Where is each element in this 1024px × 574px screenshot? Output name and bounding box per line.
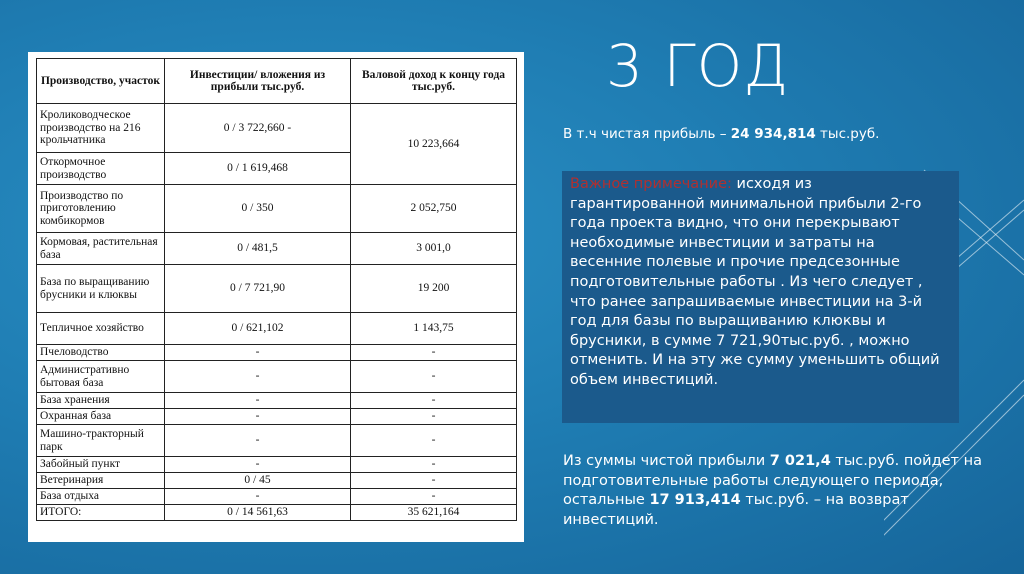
row-investment: 0 / 481,5 — [165, 233, 351, 265]
row-investment: - — [165, 425, 351, 457]
row-investment: 0 / 7 721,90 — [165, 265, 351, 313]
row-income: - — [351, 489, 517, 505]
table-row — [37, 313, 517, 345]
profit-prefix: В т.ч чистая прибыль – — [563, 126, 731, 142]
table-row — [37, 345, 517, 361]
note-highlight: Важное примечание: — [570, 176, 732, 192]
row-income: - — [351, 393, 517, 409]
row-income: - — [351, 457, 517, 473]
row-name: Откормочное производство — [37, 153, 165, 185]
table-header-row — [37, 59, 517, 104]
table-row — [37, 233, 517, 265]
profit-distribution-text — [563, 452, 983, 530]
row-name: База хранения — [37, 393, 165, 409]
row-investment: 0 / 350 — [165, 185, 351, 233]
note-text: исходя из гарантированной минимальной прибыли 2-го года проекта видно, что они перекрывают необходимые инвестиции и затраты на весенние полевые и прочие предсезонные подготовительные работы . Из чего следует , что ранее запрашиваемые инвестиции на 3-й год для базы по выращиванию клюквы и брусники, в сумме 7 721,90тыс.руб. , можно отменить. И на эту же сумму уменьшить общий объем инвестиций. — [570, 176, 940, 388]
investment-table — [36, 58, 517, 521]
row-name: Ветеринария — [37, 473, 165, 489]
row-income: - — [351, 361, 517, 393]
header-income: Валовой доход к концу года тыс.руб. — [351, 59, 517, 104]
row-name: Производство по приготовлению комбикормов — [37, 185, 165, 233]
row-name: Кролиководческое производство на 216 крольчатника — [37, 104, 165, 153]
investment-table-panel — [28, 52, 524, 542]
row-investment: - — [165, 489, 351, 505]
slide-title: 3 ГОД — [606, 32, 790, 100]
table-row — [37, 393, 517, 409]
row-income: 3 001,0 — [351, 233, 517, 265]
header-production: Производство, участок — [37, 59, 165, 104]
profit-suffix: тыс.руб. — [815, 126, 880, 142]
row-income: 2 052,750 — [351, 185, 517, 233]
total-investment: 0 / 14 561,63 — [165, 505, 351, 521]
row-name: Кормовая, растительная база — [37, 233, 165, 265]
table-total-row — [37, 505, 517, 521]
table-row — [37, 457, 517, 473]
row-name: Машино-тракторный парк — [37, 425, 165, 457]
row-income: - — [351, 425, 517, 457]
row-income: 1 143,75 — [351, 313, 517, 345]
row-investment: - — [165, 409, 351, 425]
dist-value-2: 17 913,414 — [649, 492, 741, 509]
row-name: Тепличное хозяйство — [37, 313, 165, 345]
table-row — [37, 361, 517, 393]
row-investment: 0 / 3 722,660 - — [165, 104, 351, 153]
table-row — [37, 104, 517, 153]
profit-value: 24 934,814 — [730, 126, 816, 142]
table-row — [37, 473, 517, 489]
row-name: База отдыха — [37, 489, 165, 505]
table-row — [37, 409, 517, 425]
row-name: Административно бытовая база — [37, 361, 165, 393]
dist-text-1: Из суммы чистой прибыли — [563, 453, 770, 469]
dist-text-2: тыс.руб. пойдет на подготовительные работы следующего периода, остальные — [563, 453, 982, 509]
row-name: Забойный пункт — [37, 457, 165, 473]
row-income: - — [351, 409, 517, 425]
row-investment: - — [165, 393, 351, 409]
table-row — [37, 265, 517, 313]
table-row — [37, 489, 517, 505]
table-row — [37, 425, 517, 457]
important-note-box — [562, 171, 959, 423]
row-name: Охранная база — [37, 409, 165, 425]
dist-text-3: тыс.руб. – на возврат инвестиций. — [563, 492, 909, 528]
row-name: База по выращиванию брусники и клюквы — [37, 265, 165, 313]
row-investment: - — [165, 361, 351, 393]
total-label: ИТОГО: — [37, 505, 165, 521]
net-profit-line — [563, 126, 879, 142]
row-income: - — [351, 345, 517, 361]
row-income: - — [351, 473, 517, 489]
row-investment: 0 / 1 619,468 — [165, 153, 351, 185]
row-investment: - — [165, 345, 351, 361]
header-investments: Инвестиции/ вложения из прибыли тыс.руб. — [165, 59, 351, 104]
row-income: 10 223,664 — [351, 104, 517, 185]
total-income: 35 621,164 — [351, 505, 517, 521]
row-investment: 0 / 621,102 — [165, 313, 351, 345]
table-row — [37, 185, 517, 233]
row-investment: - — [165, 457, 351, 473]
row-income: 19 200 — [351, 265, 517, 313]
dist-value-1: 7 021,4 — [769, 453, 831, 469]
row-name: Пчеловодство — [37, 345, 165, 361]
row-investment: 0 / 45 — [165, 473, 351, 489]
